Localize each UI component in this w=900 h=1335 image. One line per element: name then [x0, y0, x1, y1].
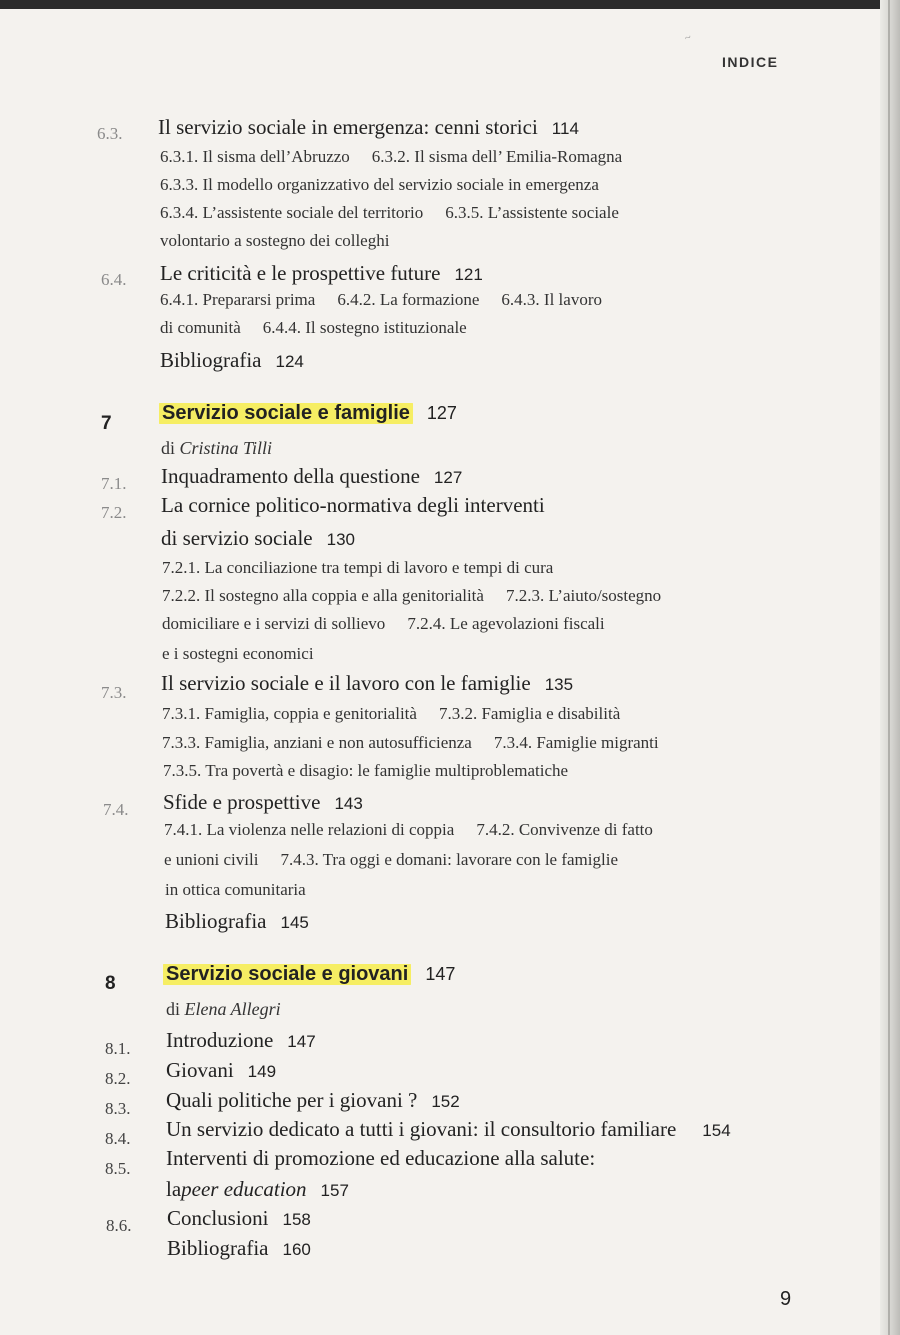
entry-page: 145 [280, 913, 309, 932]
subsection: 6.3.4. L’assistente sociale del territorio [160, 203, 424, 222]
subsection-line [160, 203, 619, 223]
book-gutter [880, 0, 900, 1335]
subsection: 7.3.3. Famiglia, anziani e non autosufficienza [162, 733, 472, 752]
subsection-line [162, 704, 620, 724]
entry-title: Quali politiche per i giovani ? [166, 1088, 418, 1112]
entry-title: Conclusioni [167, 1206, 269, 1230]
entry-title: Sfide e prospettive [163, 790, 321, 814]
page-number: 9 [780, 1288, 792, 1310]
subsection-line [163, 761, 568, 781]
subsection-line [164, 850, 618, 870]
toc-entry-8-6[interactable] [167, 1206, 311, 1231]
chapter-number: 8 [105, 973, 116, 994]
subsection: 7.2.4. Le agevolazioni fiscali [407, 614, 605, 633]
section-number: 8.3. [105, 1099, 131, 1118]
subsection: 6.4.3. Il lavoro [501, 290, 602, 309]
subsection: 6.4.1. Prepararsi prima [160, 290, 316, 309]
subsection: 6.4.2. La formazione [337, 290, 480, 309]
entry-page: 154 [702, 1121, 731, 1140]
subsection-line [160, 147, 622, 167]
entry-title: Introduzione [166, 1028, 274, 1052]
entry-page: 147 [287, 1032, 316, 1051]
entry-title: Bibliografia [160, 348, 262, 372]
subsection: e unioni civili [164, 850, 259, 869]
toc-entry-bibliografia[interactable] [167, 1236, 311, 1261]
subsection: 7.3.2. Famiglia e disabilità [438, 704, 621, 723]
toc-entry-6-4[interactable] [160, 261, 483, 286]
subsection: volontario a sostegno dei colleghi [160, 231, 390, 250]
subsection-line [160, 318, 467, 338]
subsection-line [162, 614, 605, 634]
entry-title: Bibliografia [165, 909, 267, 933]
section-number: 8.4. [105, 1129, 131, 1148]
subsection-line [160, 175, 599, 195]
entry-page: 152 [431, 1092, 460, 1111]
subsection-line [160, 231, 389, 251]
section-number: 8.6. [106, 1216, 132, 1235]
entry-title: Il servizio sociale in emergenza: cenni storici [158, 115, 538, 139]
entry-page: 114 [551, 119, 579, 138]
chapter-page: 127 [426, 403, 457, 423]
subsection: 7.4.1. La violenza nelle relazioni di coppia [164, 820, 455, 839]
chapter-number: 7 [101, 413, 112, 434]
section-number: 7.2. [101, 503, 127, 522]
chapter-author [161, 438, 272, 459]
toc-entry-7-1[interactable] [161, 464, 462, 489]
entry-title: Interventi di promozione ed educazione alla salute: [166, 1146, 596, 1170]
chapter-heading-8[interactable] [163, 963, 455, 986]
section-number: 6.3. [97, 124, 123, 143]
subsection: 7.2.3. L’aiuto/sostegno [505, 586, 662, 605]
entry-page: 157 [320, 1181, 349, 1200]
subsection: 7.2.1. La conciliazione tra tempi di lavoro e tempi di cura [162, 558, 554, 577]
entry-title: Un servizio dedicato a tutti i giovani: il consultorio familiare [166, 1117, 677, 1141]
toc-entry-7-2-cont [161, 526, 355, 551]
entry-page: 124 [275, 352, 304, 371]
toc-entry-6-3[interactable] [158, 115, 579, 140]
section-number: 8.1. [105, 1039, 131, 1058]
entry-title: Inquadramento della questione [161, 464, 420, 488]
author-name: Cristina Tilli [179, 438, 273, 458]
entry-title: di servizio sociale [161, 526, 313, 550]
subsection: 6.3.3. Il modello organizzativo del servizio sociale in emergenza [160, 175, 599, 194]
entry-title: Bibliografia [167, 1236, 269, 1260]
toc-entry-8-4[interactable] [166, 1117, 731, 1142]
byline-prefix: di [166, 999, 181, 1019]
toc-entry-8-5[interactable] [166, 1146, 595, 1171]
pencil-mark: ~ [683, 31, 693, 45]
subsection-line [162, 733, 659, 753]
byline-prefix: di [161, 438, 176, 458]
entry-page: 121 [454, 265, 483, 284]
entry-page: 127 [433, 468, 463, 487]
subsection-line [164, 820, 653, 840]
chapter-heading-7[interactable] [159, 402, 457, 425]
entry-page: 149 [247, 1062, 277, 1081]
subsection: e i sostegni economici [162, 644, 314, 663]
subsection: 7.3.4. Famiglie migranti [493, 733, 659, 752]
entry-title: La cornice politico-normativa degli interventi [161, 493, 545, 517]
subsection: domiciliare e i servizi di sollievo [162, 614, 386, 633]
subsection: di comunità [160, 318, 241, 337]
toc-entry-bibliografia[interactable] [160, 348, 304, 373]
chapter-page: 147 [425, 964, 456, 984]
toc-entry-7-2[interactable] [161, 493, 545, 518]
section-number: 8.2. [105, 1069, 131, 1088]
toc-entry-bibliografia[interactable] [165, 909, 309, 934]
subsection-line [162, 644, 314, 664]
entry-title-prefix: la [166, 1177, 182, 1201]
toc-entry-8-5-cont [166, 1177, 349, 1202]
subsection: 7.3.5. Tra povertà e disagio: le famiglie multiproblematiche [163, 761, 569, 780]
subsection: 7.4.3. Tra oggi e domani: lavorare con le famiglie [280, 850, 618, 869]
subsection: 6.3.2. Il sisma dell’ Emilia-Romagna [371, 147, 623, 166]
subsection: in ottica comunitaria [165, 880, 306, 899]
toc-entry-7-3[interactable] [161, 671, 573, 696]
toc-entry-8-2[interactable] [166, 1058, 276, 1083]
subsection: 7.2.2. Il sostegno alla coppia e alla genitorialità [162, 586, 484, 605]
subsection: 6.3.5. L’assistente sociale [445, 203, 619, 222]
chapter-author [166, 999, 281, 1020]
entry-title: Giovani [166, 1058, 234, 1082]
entry-title: Il servizio sociale e il lavoro con le famiglie [161, 671, 531, 695]
toc-entry-8-1[interactable] [166, 1028, 316, 1053]
toc-entry-8-3[interactable] [166, 1088, 460, 1113]
section-number: 7.1. [101, 474, 127, 493]
subsection: 7.3.1. Famiglia, coppia e genitorialità [162, 704, 417, 723]
scan-top-edge [0, 0, 900, 9]
subsection: 6.4.4. Il sostegno istituzionale [262, 318, 467, 337]
section-number: 8.5. [105, 1159, 131, 1178]
section-number: 7.3. [101, 683, 127, 702]
entry-page: 130 [326, 530, 355, 549]
section-number: 7.4. [103, 800, 129, 819]
chapter-title: Servizio sociale e famiglie [159, 401, 413, 426]
subsection-line [162, 558, 553, 578]
subsection: 7.4.2. Convivenze di fatto [476, 820, 653, 839]
running-head: INDICE [722, 54, 779, 70]
entry-page: 135 [544, 675, 574, 694]
subsection: 6.3.1. Il sisma dell’Abruzzo [160, 147, 350, 166]
entry-title: Le criticità e le prospettive future [160, 261, 441, 285]
entry-page: 158 [282, 1210, 311, 1229]
subsection-line [160, 290, 602, 310]
gutter-line [888, 0, 890, 1335]
author-name: Elena Allegri [184, 999, 281, 1019]
subsection-line [165, 880, 306, 900]
chapter-title: Servizio sociale e giovani [163, 962, 411, 987]
section-number: 6.4. [101, 270, 127, 289]
subsection-line [162, 586, 661, 606]
entry-page: 160 [282, 1240, 311, 1259]
entry-page: 143 [334, 794, 363, 813]
entry-title-italic: peer education [181, 1177, 307, 1201]
toc-entry-7-4[interactable] [163, 790, 363, 815]
